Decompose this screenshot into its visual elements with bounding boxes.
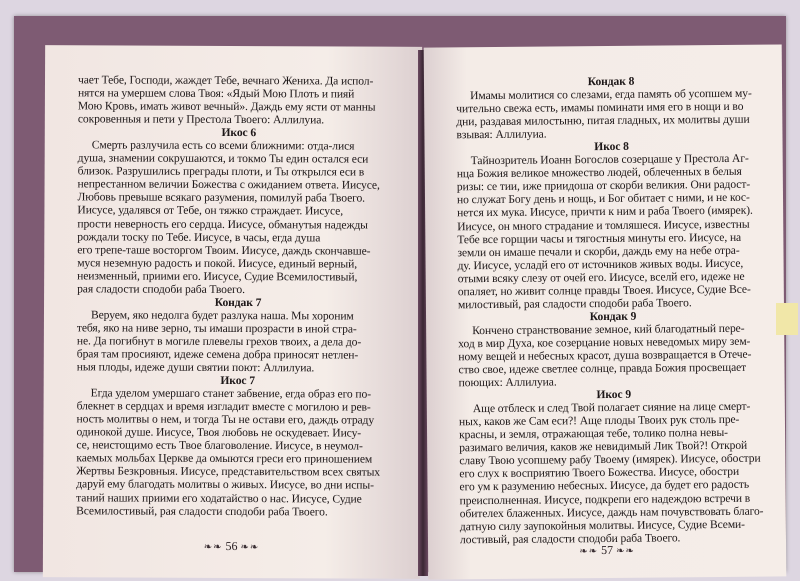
section-heading: Икос 6 [221,126,257,140]
text-line: блекнет в сердцах и время изгладит вместе с могилою и рев- [76,399,371,414]
text-line: Имамы молитися со слезами, егда память об усопшем му- [470,86,752,103]
left-folio-ornament-right: ❧❧ [240,542,260,554]
text-line: Кончено странствование земное, кий благодатный пере- [472,321,745,338]
bookmark-tab [776,303,798,335]
section-heading: Икос 9 [596,387,632,402]
text-line: близок. Разрушились преграды плоти, и Ты открылся еси в [77,164,365,179]
text-line: каемых мольбах Церкве да омыются греси его приношением [76,451,373,466]
text-line: ных, каков же Сам еси?! Аще плоды Твоих рук столь пре- [458,413,740,429]
text-line: дни, раздавая милостыню, питая гладных, их молитвы души [456,112,750,129]
text-line: прости неверность его сердца. Иисусе, обманутыя надежды [77,216,368,232]
right-folio-ornament-left: ❧❧ [579,546,599,558]
right-page-text [456,74,770,546]
text-line: поющих: Аллилуиа. [458,375,557,390]
text-line: взывая: Аллилуиа. [456,127,547,142]
right-page-number [428,541,786,559]
text-line: Тебе все горщии часы и тягостныя минуты его. Иисусе, на [457,230,742,246]
text-line: чительно свежа есть, имамы поминати имя его в нощи и во [456,99,744,116]
text-line: славу Твою усопшему рабу Твоему (имярек). Иисусе, обостри [459,452,761,468]
text-line: Всемилостивый, рая сладости сподоби раба Твоего. [76,503,328,518]
text-line: его слух к восприятию Твоего Божества. Иисусе, обостри [459,465,740,481]
text-line: преисполненная. Иисусе, подкрепи его надеждою встречи в [459,491,751,507]
text-line: ному вещей и небесных красот, душа возвращается в Отече- [458,347,752,364]
text-line: Иисусе, удалявся от Тебе, он тяжко страждает. Иисусе, [77,203,344,218]
text-line: лостивый, рая сладости сподоби раба Твоего. [459,530,681,546]
text-line: обителех блаженных. Иисусе, даждь нам почувствовать благо- [459,504,764,520]
left-folio-number: 56 [225,538,238,554]
text-line: брая там просияют, идеже семена добра приносят нетлен- [76,347,359,362]
text-line: тебя, яко на ниве зерно, ты имаши прозрасти в иной стра- [76,321,357,336]
text-line: датную силу заупокойныя молитвы. Иисусе, Судие Всеми- [459,517,745,533]
section-heading: Икос 8 [594,140,629,154]
text-line: неизменный, приими его. Иисусе, Судие Всемилостивый, [77,269,358,284]
text-line: красны, и земля, отражающая тебе, толико полна невы- [459,426,728,442]
text-line: муся неземную радость и покой. Иисусе, единый верный, [77,255,358,271]
text-line: Тайнозритель Иоанн Богослов созерцаше у Престола Аг- [470,152,749,168]
text-line: земли он имаше печали и скорби, даждь ему на небе отра- [457,243,740,259]
left-page-text [76,73,400,518]
text-line: нятся на умершем слова Твоя: «Ядый Мою Плоть и пияй [77,86,355,101]
text-line: милостивый, рая сладости сподоби раба Твоего. [457,296,692,312]
section-heading: Икос 7 [220,374,256,388]
right-page [424,44,787,579]
book-spread [14,16,786,572]
text-line: разимаго величия, каков же невидимый Лик Твой?! Открой [459,439,748,455]
text-line: Любовь превыше всякаго разумения, помилуй раба Твоего. [77,190,366,205]
text-line: чает Тебе, Господи, жаждет Тебе, вечнаго Жениха. Да испол- [77,73,374,88]
text-line: рая сладости сподоби раба Твоего. [77,282,245,296]
section-heading: Кондак 8 [587,74,635,89]
text-line: Жертвы Безкровныя. Иисусе, представительством всех святых [76,464,381,480]
text-line: Аще отблеск и след Твой полагает сияние на лице смерт- [472,399,751,416]
text-line: даруй ему благодать молитвы о живых. Иисусе, во дни испы- [76,477,374,493]
text-line: ду. Иисусе, усладй его от источников живых воды. Иисусе, [457,256,744,272]
section-heading: Кондак 7 [214,295,262,309]
text-line: Веруем, яко недолга будет разлука наша. Мы хороним [90,308,354,323]
text-line: но служат Богу день и нощь, и Бог обитает с ними, и не кос- [456,191,750,207]
section-heading: Кондак 9 [589,309,637,323]
text-line: не. Да погибнут в могиле плевелы грехов твоих, а дела до- [76,334,362,349]
text-line: его трепе-таше восторгом Твоим. Иисусе, даждь скончавше- [77,242,371,258]
text-line: его ум к разумению небесных. Иисусе, да будет его радость [459,478,750,494]
text-line: душа, знамении сокрушаются, и токмо Ты един остался еси [77,151,369,166]
left-page-number [43,538,420,555]
left-page [43,45,422,579]
text-line: сокровенныя и пети у Престола Твоего: Аллилуиа. [77,112,325,127]
text-line: се, неистощимо есть Твое благоволение. Иисусе, в неумол- [76,438,363,453]
text-line: нется их мука. Иисусе, причти к ним и раба Твоего (имярек). [457,204,753,220]
text-line: опаляет, но живит солнце правды Твоея. Иисусе, Судие Все- [457,282,751,299]
right-folio-ornament-right: ❧❧ [616,545,635,557]
text-line: ныя плоды, идеже души святии поют: Аллилуиа. [76,360,315,375]
text-line: ство свое, идеже светлее солнце, правда Божия просвещает [458,360,747,377]
text-line: Иисусе, он много страдание и томляшеся. Иисусе, известны [457,217,750,233]
text-line: ность молитвы о нем, и тогда Ты не остави его, даждь отраду [76,412,375,427]
left-folio-ornament-left: ❧❧ [203,541,223,553]
text-line: нца Божия великое множество людей, облеченных в белыя [456,165,742,181]
text-line: рождали тоску по Тебе. Иисусе, в часы, егда душа [77,229,321,244]
text-line: таний наших приими его ходатайство о нас. Иисусе, Судие [76,490,362,506]
text-line: Смерть разлучила есть со всеми ближними: отда-лися [91,138,355,153]
right-folio-number: 57 [601,542,614,558]
text-line: ризы: се тии, иже приидоша от скорби великия. Они радост- [456,178,751,194]
text-line: непрестанном величии Божества с ожиданием ответа. Иисусе, [77,177,380,193]
text-line: Егда уделом умершаго станет забвение, егда образ его по- [90,386,372,401]
text-line: ход в мир Духа, кое созерцание новых неведомых миру зем- [458,334,751,351]
text-line: отыми всяку слезу от очей его. Иисусе, вселй его, идеже не [457,269,745,285]
text-line: Мою Кровь, имать живот вечный». Даждь ему ясти от манны [77,99,376,114]
text-line: одинокой душе. Иисусе, Твоя любовь не оскудевает. Иису- [76,425,362,440]
